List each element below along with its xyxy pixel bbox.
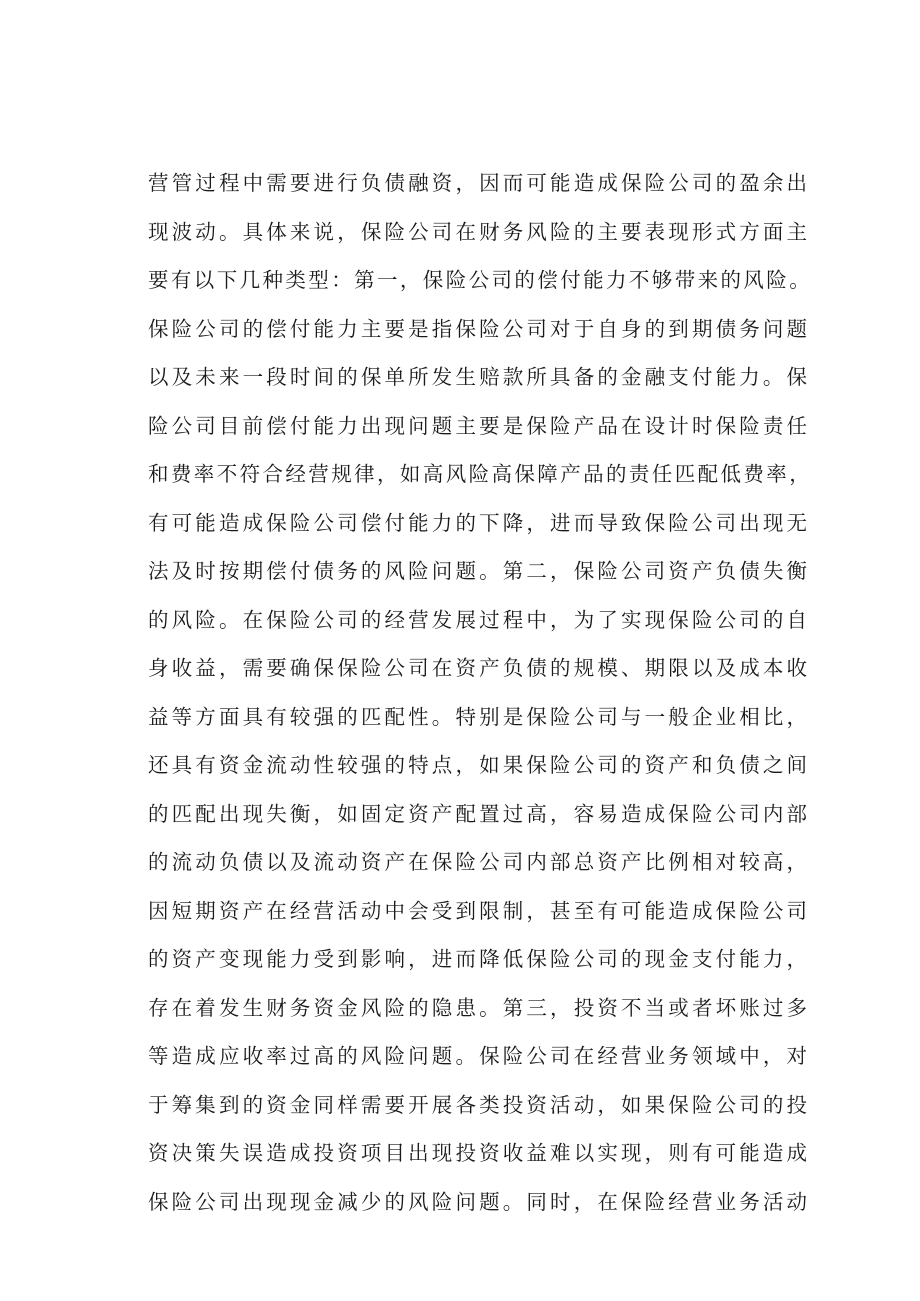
text-line: 因短期资产在经营活动中会受到限制，甚至有可能造成保险公司 [148, 898, 811, 923]
text-line: 的风险。在保险公司的经营发展过程中，为了实现保险公司的自 [148, 607, 811, 632]
text-line: 的流动负债以及流动资产在保险公司内部总资产比例相对较高， [148, 850, 811, 874]
text-line: 有可能造成保险公司偿付能力的下降，进而导致保险公司出现无 [148, 510, 811, 535]
text-line: 以及未来一段时间的保单所发生赔款所具备的金融支付能力。保 [148, 365, 811, 389]
text-line: 益等方面具有较强的匹配性。特别是保险公司与一般企业相比， [148, 704, 811, 729]
text-line: 保险公司的偿付能力主要是指保险公司对于自身的到期债务问题 [148, 316, 811, 341]
text-line: 和费率不符合经营规律，如高风险高保障产品的责任匹配低费率， [148, 462, 813, 486]
text-line: 的匹配出现失衡，如固定资产配置过高，容易造成保险公司内部 [148, 801, 811, 826]
text-line: 险公司目前偿付能力出现问题主要是保险产品在设计时保险责任 [148, 413, 811, 438]
text-line: 的资产变现能力受到影响，进而降低保险公司的现金支付能力， [148, 947, 811, 971]
text-line: 还具有资金流动性较强的特点，如果保险公司的资产和负债之间 [148, 753, 811, 777]
text-line: 保险公司出现现金减少的风险问题。同时，在保险经营业务活动 [148, 1189, 811, 1214]
text-line: 要有以下几种类型：第一，保险公司的偿付能力不够带来的风险。 [148, 268, 813, 292]
text-line: 存在着发生财务资金风险的隐患。第三，投资不当或者坏账过多 [148, 995, 811, 1020]
body-paragraph [148, 159, 813, 1226]
text-line: 资决策失误造成投资项目出现投资收益难以实现，则有可能造成 [148, 1141, 811, 1165]
text-line: 等造成应收率过高的风险问题。保险公司在经营业务领域中，对 [148, 1044, 811, 1068]
text-line: 营管过程中需要进行负债融资，因而可能造成保险公司的盈余出 [148, 171, 811, 195]
text-line: 身收益，需要确保保险公司在资产负债的规模、期限以及成本收 [148, 656, 811, 680]
text-line: 于筹集到的资金同样需要开展各类投资活动，如果保险公司的投 [148, 1092, 811, 1117]
text-line: 法及时按期偿付债务的风险问题。第二，保险公司资产负债失衡 [148, 559, 811, 583]
text-line: 现波动。具体来说，保险公司在财务风险的主要表现形式方面主 [148, 219, 811, 244]
